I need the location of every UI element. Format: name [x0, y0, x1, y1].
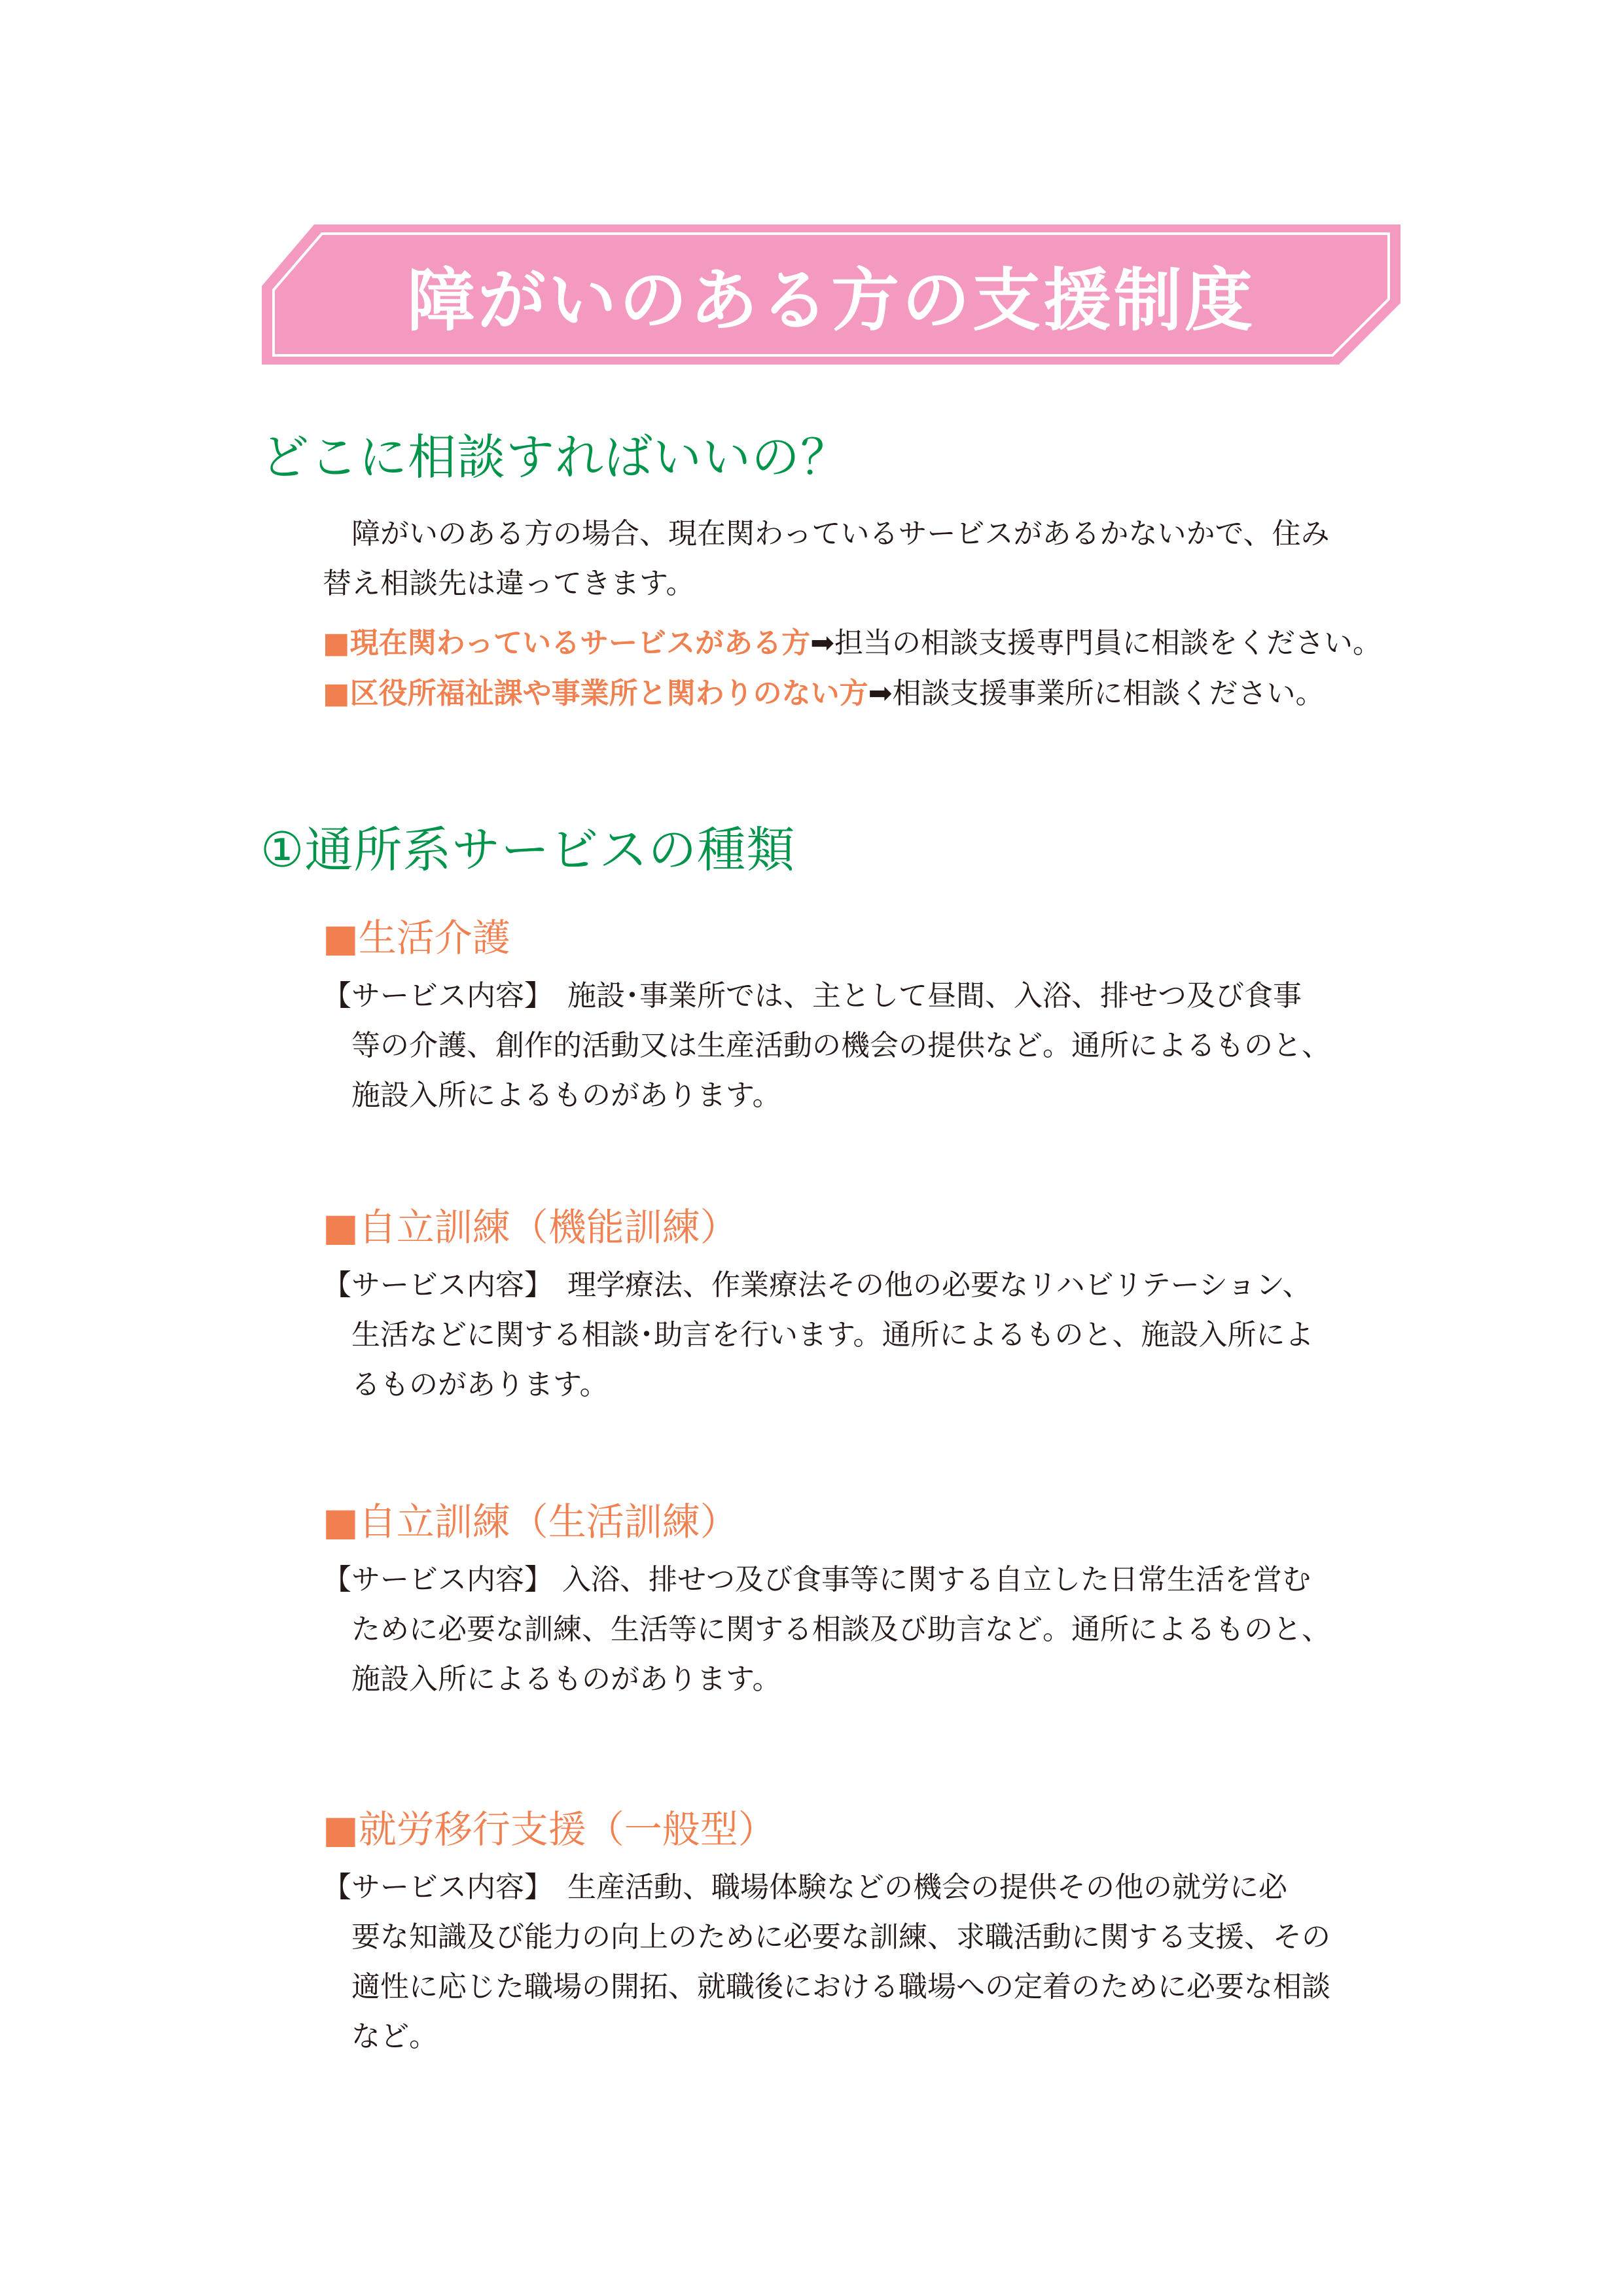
description-line: 要な知識及び能力の向上のために必要な訓練、求職活動に関する支援、その — [351, 1920, 1330, 1954]
description-line: 【サービス内容】 生産活動、職場体験などの機会の提供その他の就労に必 — [323, 1871, 1287, 1904]
service-title-functional-training: ■自立訓練（機能訓練） — [323, 1205, 738, 1249]
intro-line: 障がいのある方の場合、現在関わっているサービスがあるかないかで、住み — [351, 517, 1330, 550]
service-title-daily-care: ■生活介護 — [323, 916, 510, 960]
description-line: 【サービス内容】 施設･事業所では、主として昼間、入浴、排せつ及び食事 — [323, 979, 1302, 1013]
service-title-employment-transition: ■就労移行支援（一般型） — [323, 1807, 776, 1852]
service-description-life-training — [323, 1555, 1330, 1704]
description-line: 等の介護、創作的活動又は生産活動の機会の提供など。通所によるものと、 — [351, 1029, 1330, 1062]
description-line: 生活などに関する相談･助言を行います。通所によるものと、施設入所によ — [351, 1318, 1314, 1352]
bullet-current-service — [323, 624, 1382, 663]
description-line: 施設入所によるものがあります。 — [351, 1662, 781, 1696]
description-line: 【サービス内容】 理学療法、作業療法その他の必要なリハビリテーション、 — [323, 1268, 1311, 1302]
service-description-daily-care — [323, 971, 1330, 1121]
description-line: 【サービス内容】 入浴、排せつ及び食事等に関する自立した日常生活を営む — [323, 1563, 1311, 1596]
title-banner — [262, 224, 1400, 365]
arrow-right-icon: ➡ — [868, 677, 893, 710]
bullet-highlight: ■区役所福祉課や事業所と関わりのない方 — [323, 677, 868, 710]
service-description-functional-training — [323, 1261, 1313, 1410]
arrow-right-icon: ➡ — [810, 626, 835, 660]
bullet-text: 相談支援事業所に相談ください。 — [892, 677, 1325, 710]
description-line: など。 — [351, 2020, 438, 2053]
description-line: ために必要な訓練、生活等に関する相談及び助言など。通所によるものと、 — [351, 1613, 1330, 1646]
bullet-highlight: ■現在関わっているサービスがある方 — [323, 626, 811, 660]
description-line: 施設入所によるものがあります。 — [351, 1079, 781, 1112]
service-title-life-training: ■自立訓練（生活訓練） — [323, 1499, 738, 1544]
bullet-no-service — [323, 674, 1324, 713]
description-line: 適性に応じた職場の開拓、就職後における職場への定着のために必要な相談 — [351, 1970, 1330, 2003]
intro-paragraph — [323, 509, 1330, 609]
description-line: るものがあります。 — [351, 1368, 609, 1401]
section-heading-service-types: ①通所系サービスの種類 — [260, 822, 796, 878]
section-heading-consultation: どこに相談すればいいの？ — [260, 429, 849, 486]
service-description-employment-transition — [323, 1863, 1330, 2062]
intro-line: 替え相談先は違ってきます。 — [323, 567, 695, 600]
bullet-text: 担当の相談支援専門員に相談をください。 — [834, 626, 1382, 660]
page-title: 障がいのある方の支援制度 — [406, 260, 1255, 340]
